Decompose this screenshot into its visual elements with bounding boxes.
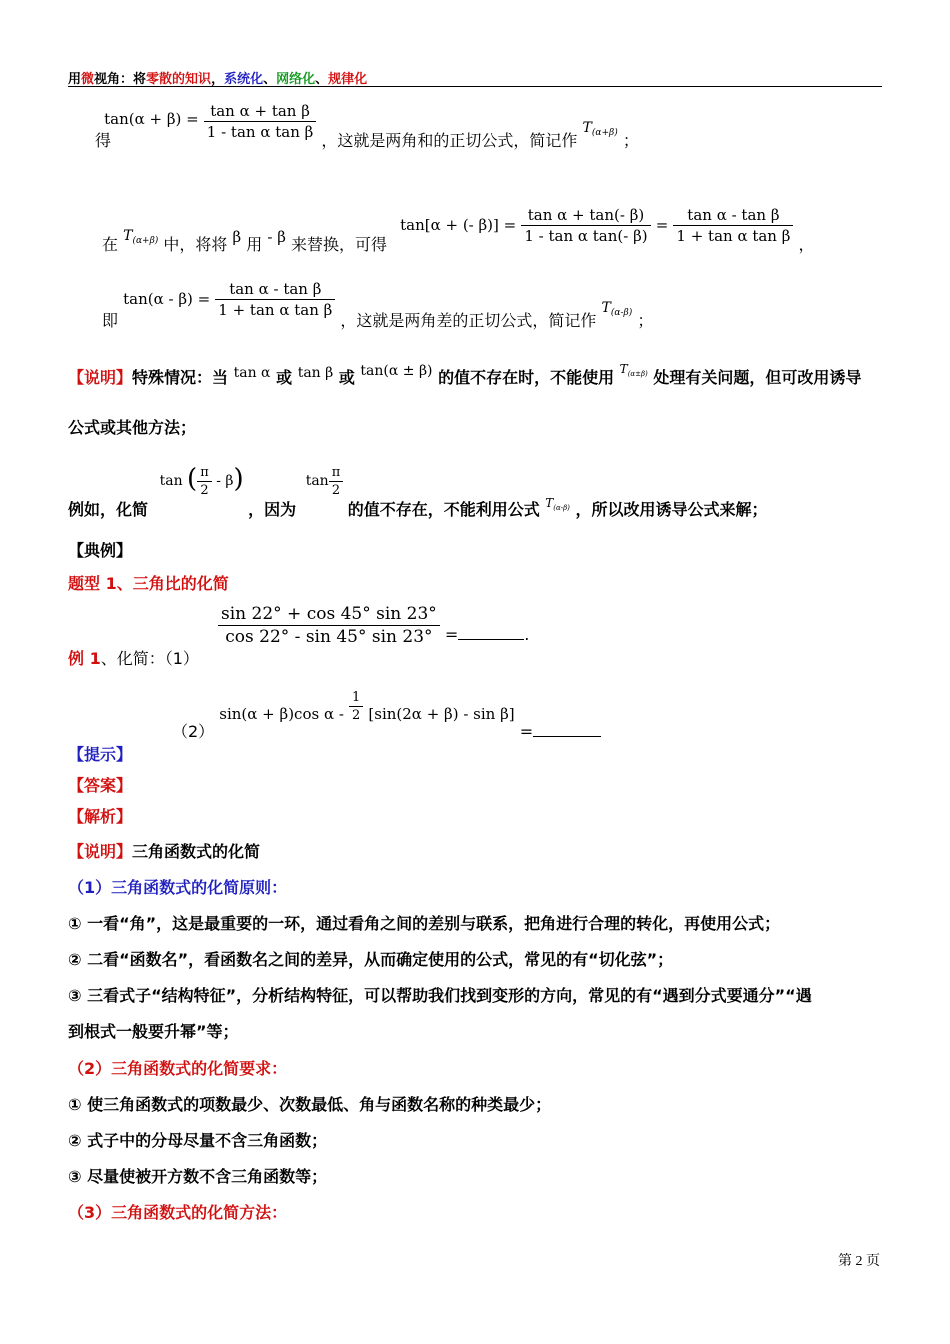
line2-text-1: 在 [102, 235, 119, 254]
line3-numerator: tan α - tan β [215, 280, 335, 300]
note1-math-2: tan β [297, 365, 334, 381]
line2-denominator-1: 1 - tan α tan(- β) [524, 227, 648, 245]
note1-text-5: 处理有关问题，但可改用诱导 [653, 368, 862, 387]
hint-label: 【提示】 [68, 745, 133, 764]
note1-line-2: 公式或其他方法； [68, 418, 197, 437]
page-header-slogan [68, 68, 367, 87]
note1-text-1: 特殊情况：当 [132, 368, 229, 387]
line3-prefix: 即 [102, 311, 119, 330]
line3-symbol: $T_{(\alpha-\beta)}$ [601, 300, 633, 318]
question-type-1-title: 题型 1、三角比的化简 [68, 574, 229, 593]
note1-math-3: tan(α ± β) [360, 363, 433, 379]
line3-text: ，这就是两角差的正切公式，简记作 [340, 311, 597, 330]
line2-end: ， [798, 235, 815, 254]
header-text-2: 微 [81, 72, 95, 87]
requirement-1: ① 使三角函数式的项数最少、次数最低、角与函数名称的种类最少； [68, 1095, 552, 1114]
requirement-2: ② 式子中的分母尽量不含三角函数； [68, 1131, 328, 1150]
example-1 [68, 604, 530, 668]
line3-end: ； [637, 311, 654, 330]
header-text-3: 视角：将 [94, 72, 147, 87]
principle-3: ③ 三看式子“结构特征”，分析结构特征，可以帮助我们找到变形的方向，常见的有“遇到分式要通分”“遇 [68, 986, 812, 1005]
note1-math-1: tan α [233, 365, 271, 381]
line2-numerator-2: tan α - tan β [673, 206, 793, 226]
line3-denominator: 1 + tan α tan β [218, 301, 333, 319]
header-text-8: 网络化 [276, 72, 316, 87]
example0-symbol: T(α-β) [545, 496, 570, 512]
note1-text-3: 或 [338, 368, 355, 387]
line2-denominator-2: 1 + tan α tan β [676, 227, 791, 245]
substitution-line [102, 192, 815, 254]
requirement-3: ③ 尽量使被开方数不含三角函数等； [68, 1167, 328, 1186]
line1-text: ，这就是两角和的正切公式，简记作 [321, 131, 578, 150]
line2-text-2: 中，将将 [163, 235, 228, 254]
line2-lhs: tan[α + (- β)] = [400, 216, 517, 234]
header-text-7: 、 [263, 72, 277, 87]
line2-fraction-2 [673, 206, 793, 245]
subsection-methods: （3）三角函数式的化简方法： [68, 1203, 288, 1222]
example1-fraction [218, 604, 440, 647]
example0-math-2: tan $\frac{\pi}{2}$ [306, 473, 348, 489]
line2-equals: = [655, 216, 669, 234]
note-simplification [68, 839, 260, 862]
example0-text-3: 的值不存在，不能利用公式 [347, 500, 540, 519]
note1-text-2: 或 [276, 368, 293, 387]
example1b-equals: = [519, 722, 534, 741]
example1b-label: （2） [172, 722, 215, 741]
header-text-10: 规律化 [328, 72, 368, 87]
note1-text-4: 的值不存在时，不能使用 [438, 368, 615, 387]
example1b-expr-2: [sin(2α + β) - sin β] [368, 705, 515, 723]
answer-label: 【答案】 [68, 776, 133, 795]
section-typical-examples: 【典例】 [68, 541, 133, 560]
header-text-6: 系统化 [224, 72, 264, 87]
example1-prompt: 、化简：（1） [100, 649, 199, 668]
line1-lhs: tan(α + β) = [104, 110, 199, 128]
header-text-1: 用 [68, 72, 82, 87]
example1-numerator: sin 22° + cos 45° sin 23° [218, 604, 440, 626]
line3-lhs: tan(α - β) = [123, 290, 211, 308]
example1b-half: $\frac{1}{2}$ [349, 690, 363, 723]
subsection-requirements: （2）三角函数式的化简要求： [68, 1059, 288, 1078]
tan-diff-formula-line [102, 278, 654, 330]
header-text-5: ， [211, 72, 225, 87]
header-text-4: 零散的知识 [146, 72, 212, 87]
example0-math-1: tan ( $\frac{\pi}{2}$ - β) [159, 464, 244, 498]
example1-answer-blank[interactable] [458, 639, 524, 640]
line1-symbol: $T_{(\alpha+\beta)}$ [582, 120, 618, 138]
example1b-expr-1: sin(α + β)cos α - [219, 705, 344, 723]
example0-text-1: 例如，化简 [68, 500, 149, 519]
line2-text-4: 来替换，可得 [291, 235, 388, 254]
example1-denominator: cos 22° - sin 45° sin 23° [225, 627, 433, 647]
line1-prefix: 得 [95, 131, 112, 150]
note-special-cases [68, 362, 862, 388]
line1-fraction [204, 102, 317, 141]
example1-period: . [524, 625, 530, 644]
example1-tag: 例 1 [68, 649, 101, 668]
note1-tag: 【说明】 [68, 368, 133, 387]
line1-numerator: tan α + tan β [204, 102, 317, 122]
note2-text: 三角函数式的化简 [132, 842, 261, 861]
line2-beta: β [232, 228, 242, 246]
example0-text-2: ，因为 [248, 500, 297, 519]
line2-text-3: 用 [246, 235, 263, 254]
principle-1: ① 一看“角”，这是最重要的一环，通过看角之间的差别与联系，把角进行合理的转化，再使用公式； [68, 914, 781, 933]
line1-denominator: 1 - tan α tan β [206, 123, 314, 141]
example1b-answer-blank[interactable] [533, 736, 601, 737]
example0-text-4: ，所以改用诱导公式来解； [575, 500, 768, 519]
header-rule [68, 86, 882, 87]
subsection-principles: （1）三角函数式的化简原则： [68, 878, 288, 897]
example-1-part-2 [172, 680, 601, 741]
tan-sum-formula-line [95, 102, 639, 150]
principle-3-cont: 到根式一般要升幂”等； [68, 1022, 239, 1041]
line1-end: ； [622, 131, 639, 150]
header-text-9: 、 [315, 72, 329, 87]
line2-negbeta: - β [267, 228, 286, 246]
note1-symbol: T(α±β) [619, 362, 648, 378]
line3-fraction [215, 280, 335, 319]
line2-numerator-1: tan α + tan(- β) [521, 206, 650, 226]
analysis-label: 【解析】 [68, 807, 133, 826]
note2-tag: 【说明】 [68, 842, 133, 861]
page-number: 第 2 页 [838, 1254, 880, 1269]
example1-equals: = [444, 625, 459, 644]
line2-symbol: $T_{(\alpha+\beta)}$ [123, 228, 159, 246]
principle-2: ② 二看“函数名”，看函数名之间的差异，从而确定使用的公式，常见的有“切化弦”； [68, 950, 674, 969]
line2-fraction-1 [521, 206, 650, 245]
